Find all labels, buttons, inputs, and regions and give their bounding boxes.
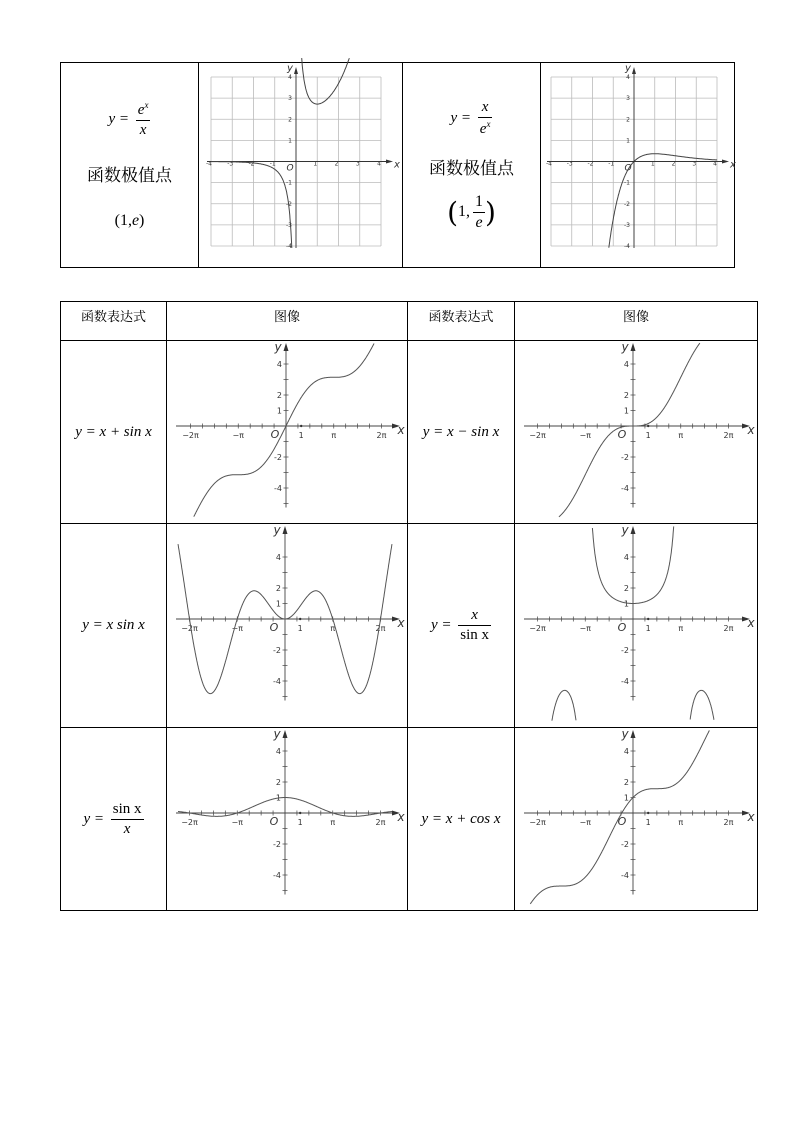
y-axis-label: y (621, 727, 629, 741)
x-tick-label: −2π (529, 431, 546, 440)
chart-x-over-sinx (516, 524, 756, 723)
extremum-point: (1,e) (114, 212, 145, 229)
x-axis-label: x (397, 423, 405, 437)
y-axis-arrow (284, 343, 289, 351)
y-tick-label: 2 (287, 116, 292, 124)
x-tick (299, 618, 301, 620)
chart-x-plus-cosx (516, 728, 756, 906)
extremum-label: 函数极值点 (87, 166, 172, 186)
x-tick-label: -1 (607, 160, 614, 168)
y-axis-arrow (632, 67, 636, 74)
y-axis-arrow (283, 730, 288, 738)
x-tick-label: 1 (298, 431, 304, 440)
function-graph-table (60, 301, 758, 911)
formula-cell-ex-over-x (61, 63, 199, 268)
x-axis-arrow (386, 160, 393, 164)
origin-label: O (270, 428, 280, 441)
x-tick-label: 1 (645, 818, 651, 827)
x-tick-label: 2π (723, 818, 734, 827)
y-axis-arrow (631, 343, 636, 351)
y-tick-label: 1 (623, 599, 629, 609)
x-tick-label: −π (579, 431, 592, 440)
x-axis-label: x (397, 810, 405, 824)
x-tick-label: -2 (248, 160, 254, 168)
y-tick-label: 2 (275, 584, 281, 593)
graph-cell (541, 63, 735, 268)
x-axis-label: x (397, 616, 405, 630)
chart-x-sinx (168, 524, 406, 723)
y-tick-label: -2 (273, 840, 281, 849)
y-tick-label: -3 (285, 221, 292, 229)
y-tick-label: -4 (273, 871, 281, 880)
graph-cell (167, 341, 408, 524)
header-graph: 图像 (515, 302, 758, 341)
x-tick-label: −2π (181, 624, 198, 633)
y-axis-label: y (274, 340, 282, 354)
x-tick-label: −π (231, 624, 244, 633)
y-tick-label: 2 (623, 584, 629, 593)
chart-sinx-over-x (168, 728, 406, 906)
origin-label: O (623, 163, 632, 174)
x-axis-label: x (747, 616, 755, 630)
x-tick-label: 2π (376, 431, 387, 440)
y-tick-label: -4 (285, 243, 292, 250)
origin-label: O (617, 815, 627, 828)
y-axis-label: y (273, 523, 281, 537)
y-tick-label: -1 (623, 179, 630, 187)
y-tick-label: 1 (287, 137, 292, 145)
origin-label: O (269, 815, 279, 828)
y-tick-label: 4 (623, 553, 629, 562)
formula-ex-over-x: y = $\frac{e^x}{x}$ (108, 100, 149, 138)
x-tick-label: −2π (181, 818, 198, 827)
x-tick-label: 1 (645, 624, 651, 633)
y-tick-label: -2 (621, 453, 629, 462)
x-tick-label: π (678, 818, 684, 827)
y-tick-label: 2 (623, 778, 629, 787)
formula-x-sinx: y = x sin x (61, 524, 167, 728)
x-tick-label: π (678, 624, 684, 633)
x-tick-label: -4 (205, 160, 212, 168)
x-tick-label: -3 (226, 160, 233, 168)
y-tick-label: -2 (621, 646, 629, 655)
y-axis-label: y (621, 523, 629, 537)
x-tick-label: −π (232, 431, 245, 440)
y-tick-label: -4 (621, 484, 629, 493)
formula-cell-x-over-ex (403, 63, 541, 268)
function-curve (211, 58, 349, 248)
extremum-label: 函数极值点 (429, 158, 514, 179)
x-axis-label: x (747, 423, 755, 437)
x-tick-label: 4 (712, 160, 717, 168)
formula-x-over-sinx: y = $\frac{x}{\text{sin x}}$ (408, 524, 515, 728)
graph-cell (167, 524, 408, 728)
y-axis-label: y (273, 727, 281, 741)
origin-label: O (617, 621, 627, 634)
x-tick-label: 4 (376, 160, 381, 168)
x-tick-label: -4 (545, 160, 552, 168)
x-tick-label: −2π (529, 624, 546, 633)
y-axis-label: y (624, 63, 631, 74)
x-tick-label: 3 (355, 160, 360, 168)
header-graph: 图像 (167, 302, 408, 341)
chart-x-minus-sinx (516, 341, 756, 519)
y-tick-label: 4 (275, 747, 281, 756)
y-tick-label: -4 (274, 484, 282, 493)
y-tick-label: 2 (625, 116, 630, 124)
x-axis-label: x (747, 810, 755, 824)
header-expression: 函数表达式 (408, 302, 515, 341)
table-row (61, 341, 758, 524)
x-tick-label: −2π (182, 431, 199, 440)
y-tick-label: 4 (625, 74, 630, 81)
x-tick-label: −π (579, 818, 592, 827)
origin-label: O (617, 428, 627, 441)
x-tick-label: π (330, 818, 336, 827)
y-tick-label: -4 (273, 677, 281, 686)
x-tick-label: 1 (297, 818, 303, 827)
x-tick-label: -1 (269, 160, 276, 168)
graph-cell (515, 341, 758, 524)
x-tick (300, 425, 302, 427)
y-tick-label: -2 (621, 840, 629, 849)
y-axis-arrow (283, 526, 288, 534)
formula-x-plus-cosx: y = x + cos x (408, 728, 515, 911)
y-tick-label: 1 (625, 137, 630, 145)
y-tick-label: 1 (623, 793, 629, 803)
extremum-table (60, 62, 735, 268)
x-tick (299, 812, 301, 814)
y-tick-label: 2 (275, 778, 281, 787)
x-tick-label: 2 (334, 160, 338, 168)
y-tick-label: 2 (276, 391, 282, 400)
y-axis-label: y (621, 340, 629, 354)
y-tick-label: -1 (285, 179, 292, 187)
x-tick-label: π (331, 431, 337, 440)
x-tick-label: −π (231, 818, 244, 827)
table-row (61, 728, 758, 911)
x-tick-label: 2π (723, 624, 734, 633)
y-tick-label: -2 (274, 453, 282, 462)
x-tick (647, 425, 649, 427)
x-tick-label: 2π (723, 431, 734, 440)
header-row (61, 302, 758, 341)
y-tick-label: -4 (623, 243, 630, 250)
y-tick-label: -3 (623, 221, 630, 229)
y-tick-label: -2 (285, 200, 292, 208)
table-row (61, 524, 758, 728)
formula-x-plus-sinx: y = x + sin x (61, 341, 167, 524)
formula-sinx-over-x: y = $\frac{\text{sin x}}{x}$ (61, 728, 167, 911)
y-axis-arrow (631, 526, 636, 534)
y-tick-label: 1 (623, 406, 629, 416)
origin-label: O (269, 621, 279, 634)
y-tick-label: 1 (276, 406, 282, 416)
x-tick-label: 3 (691, 160, 696, 168)
y-tick-label: 2 (623, 391, 629, 400)
graph-cell (515, 728, 758, 911)
y-tick-label: -4 (621, 677, 629, 686)
header-expression: 函数表达式 (61, 302, 167, 341)
formula-x-over-ex: y = $\frac{x}{e^x}$ (450, 98, 491, 137)
x-tick-label: 1 (645, 431, 651, 440)
graph-cell (199, 63, 403, 268)
x-axis-label: x (729, 159, 736, 171)
y-tick-label: 4 (275, 553, 281, 562)
y-tick-label: -2 (273, 646, 281, 655)
formula-x-minus-sinx: y = x − sin x (408, 341, 515, 524)
x-tick-label: 2π (375, 818, 386, 827)
x-tick-label: -2 (587, 160, 593, 168)
graph-cell (167, 728, 408, 911)
extremum-point: (1, $\frac{1}{e}$ ) (447, 192, 496, 231)
y-tick-label: 3 (287, 95, 292, 103)
function-curve (559, 343, 700, 517)
y-axis-arrow (631, 730, 636, 738)
graph-cell (515, 524, 758, 728)
x-tick-label: 2π (375, 624, 386, 633)
x-axis-label: x (393, 159, 400, 171)
y-tick-label: 4 (287, 74, 292, 81)
x-tick-label: −2π (529, 818, 546, 827)
x-axis-arrow (722, 160, 729, 164)
chart-x-over-ex (543, 63, 736, 263)
y-tick-label: 3 (625, 95, 630, 103)
y-tick-label: 1 (275, 793, 281, 803)
x-tick-label: -3 (566, 160, 573, 168)
x-tick (647, 812, 649, 814)
y-tick-label: 4 (276, 360, 282, 369)
x-tick-label: 1 (297, 624, 303, 633)
y-tick-label: -4 (621, 871, 629, 880)
y-axis-label: y (286, 63, 293, 74)
function-curve (194, 344, 374, 517)
chart-x-plus-sinx (168, 341, 406, 519)
y-axis-arrow (294, 67, 298, 74)
x-tick-label: π (678, 431, 684, 440)
y-tick-label: 1 (275, 599, 281, 609)
y-tick-label: 4 (623, 747, 629, 756)
x-tick-label: 1 (312, 160, 317, 168)
x-tick-label: π (330, 624, 336, 633)
y-tick-label: -2 (623, 200, 630, 208)
chart-ex-over-x (201, 63, 401, 263)
origin-label: O (285, 163, 294, 174)
x-tick (647, 618, 649, 620)
x-tick-label: 1 (650, 160, 655, 168)
x-tick-label: 2 (671, 160, 675, 168)
x-tick-label: −π (579, 624, 592, 633)
y-tick-label: 4 (623, 360, 629, 369)
